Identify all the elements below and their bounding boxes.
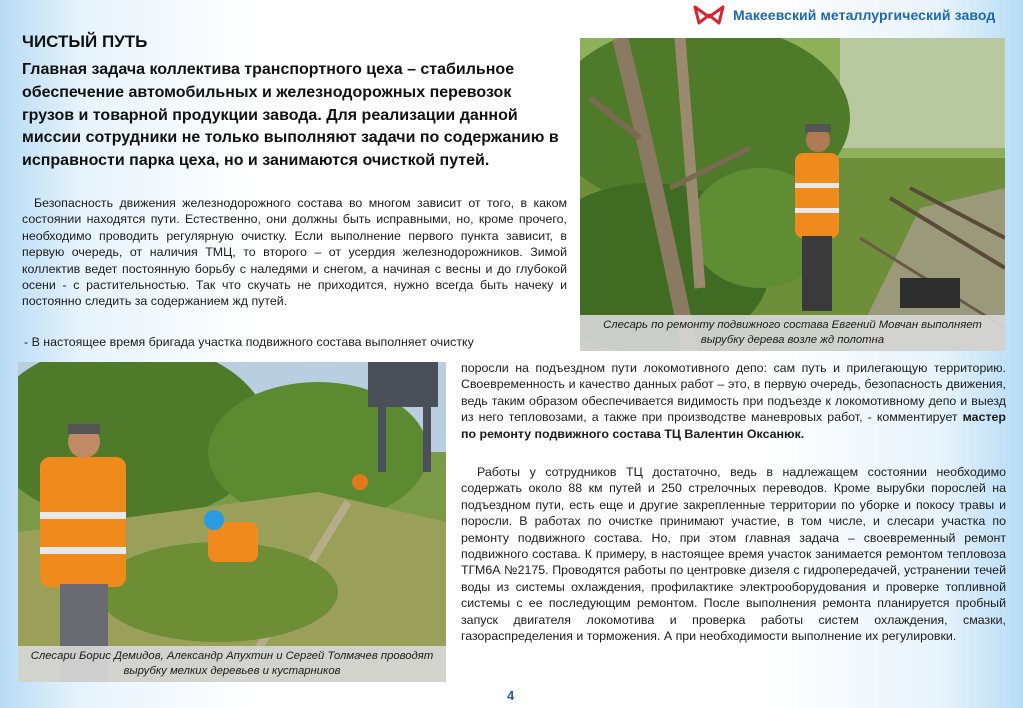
company-name: Макеевский металлургический завод [733,7,996,23]
article-lead: Главная задача коллектива транспортного цеха – стабильное обеспечение автомобильных и железнодорожных перевозок грузов и товарной продукции завода. Для реализации данной миссии сотрудники не только выполняют задачи по содержанию в исправности парка цеха, но и занимаются очисткой путей. [22,61,559,170]
paragraph-2-start: - В настоящее время бригада участка подвижного состава выполняет очистку [24,335,474,349]
article-title: ЧИСТЫЙ ПУТЬ [22,32,148,51]
paragraph-2-bold-attribution: мастер по ремонту подвижного состава ТЦ Валентин Оксанюк. [461,410,1006,441]
paragraph-2-continued [461,360,1006,442]
paragraph-1: Безопасность движения железнодорожного состава во многом зависит от того, в каком состоянии находятся пути. Естественно, они должны быть исправными, но, кроме прочего, необходимо проводить регулярную очистку. Если выполнение первого пункта зависит, в первую очередь, от наличия ТМЦ, то второго – от усердия железнодорожников. Зимой коллектив ведет постоянную борьбу с наледями и снегом, а начиная с весны и до глубокой осени - с растительностью. Так что скучать не приходится, нужно всегда быть начеку и постоянно следить за содержанием жд путей. [22,196,567,309]
paragraph-3: Работы у сотрудников ТЦ достаточно, ведь в надлежащем состоянии необходимо содержать около 88 км путей и 250 стрелочных переводов. Кроме вырубки порослей на подъездном пути, есть еще и другие закрепленные территории по уборке и покосу травы и поросли. В работах по очистке принимают участие, в том числе, и слесари участка по ремонту подвижного состава. Но, при этом главная задача – своевременный ремонт подвижного состава. К примеру, в настоящее время участок занимается ремонтом тепловоза ТГМ6А №2175. Проводятся работы по центровке дизеля с гидропередачей, устранении течей воды из системы охлаждения, профилактике электрооборудования и проверке топливной системы с ее последующим ремонтом. После выполнения ремонта планируется пробный запуск двигателя локомотива и проверка работы систем охлаждения, смазки, газораспределения и торможения. А при необходимости выполнение их регулировки. [461,465,1006,644]
mmz-logo-icon [693,5,725,25]
company-logo [693,5,995,25]
photo-caption-bottom: Слесари Борис Демидов, Александр Апухтин и Сергей Толмачев проводят вырубку мелких деревьев и кустарников [18,646,446,682]
photo-image [580,38,1005,351]
photo-workers-clearing-bushes [18,362,446,682]
photo-caption-top: Слесарь по ремонту подвижного состава Евгений Мовчан выполняет вырубку дерева возле жд полотна [580,315,1005,351]
paragraph-2-text: поросли на подъездном пути локомотивного депо: сам путь и прилегающую территорию. Своевременность и качество данных работ – это, в первую очередь, безопасность движения, ведь таким образом обеспечивается видимость при подъезде к локомотивному депо и выезд из него тепловозами, а также при производстве маневровых работ, - комментирует [461,361,1006,425]
photo-worker-cutting-tree [580,38,1005,351]
photo-image [18,362,446,682]
page-number: 4 [507,688,515,703]
